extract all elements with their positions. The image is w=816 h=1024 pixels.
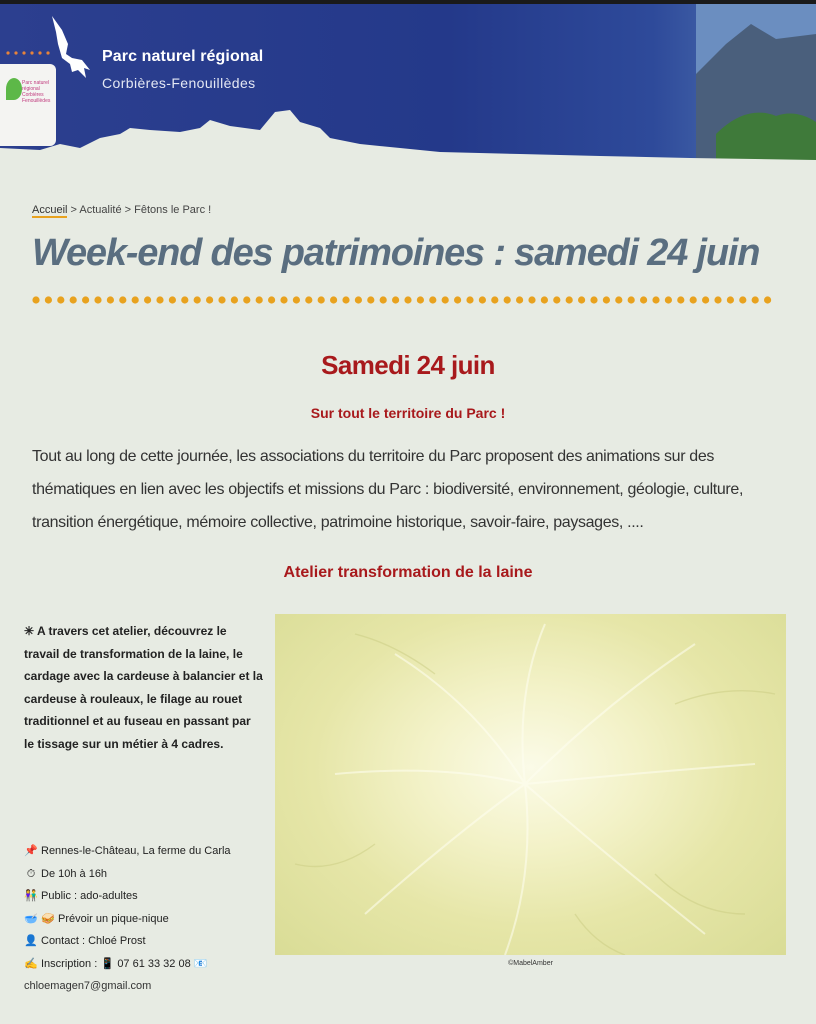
pushpin-icon: 📌: [24, 845, 38, 857]
divider-dot: [132, 296, 139, 303]
divider-dot: [417, 296, 424, 303]
breadcrumb: [32, 204, 211, 216]
mobile-phone-icon: 📱: [100, 957, 115, 970]
contact-icon: 👤: [24, 935, 38, 947]
divider-dot: [652, 296, 659, 303]
divider-dot: [702, 296, 709, 303]
divider-dot: [305, 296, 312, 303]
divider-dot: [45, 296, 52, 303]
divider-dot: [665, 296, 672, 303]
contact-row: [24, 930, 274, 953]
intro-paragraph: Tout au long de cette journée, les associations du territoire du Parc proposent des animations sur des thématiques en lien avec les objectifs et missions du Parc : biodiversité, environnement, géologie, culture, transition énergétique, mémoire collective, patrimoine historique, savoir-faire, paysages, ....: [32, 448, 744, 531]
email-row: [24, 975, 274, 998]
picnic-text: Prévoir un pique-nique: [58, 912, 169, 925]
divider-dot: [107, 296, 114, 303]
divider-dot: [628, 296, 635, 303]
divider-dot: [367, 296, 374, 303]
divider-dot: [442, 296, 449, 303]
email-icon: 📧: [193, 957, 208, 970]
leaf-icon: [6, 78, 22, 100]
divider-dot: [32, 296, 39, 303]
picnic-icon: 🥣: [24, 912, 38, 925]
divider-dot: [714, 296, 721, 303]
divider-dot: [603, 296, 610, 303]
audience-text: Public : ado-adultes: [41, 890, 138, 902]
divider-dot: [231, 296, 238, 303]
date-heading: Samedi 24 juin: [321, 350, 495, 380]
logo-text: Parc naturel régional Corbières Fenouillèdes: [22, 80, 51, 104]
divider-dot: [318, 296, 325, 303]
audience-row: [24, 885, 274, 908]
pencil-icon: ✍: [24, 957, 38, 970]
wool-photo: [275, 614, 786, 955]
divider-dot: [578, 296, 585, 303]
divider-dot: [553, 296, 560, 303]
workshop-heading: Atelier transformation de la laine: [283, 564, 533, 581]
workshop-description: ✳ A travers cet atelier, découvrez le travail de transformation de la laine, le cardage avec la cardeuse à balancier et la cardeuse à rouleaux, le filage au rouet traditionnel et au fuseau en passant par le tissage sur un métier à 4 cadres.: [24, 624, 263, 751]
divider-dot: [268, 296, 275, 303]
divider-dot: [764, 296, 771, 303]
divider-dot: [429, 296, 436, 303]
breadcrumb-current: Fêtons le Parc !: [134, 204, 212, 216]
divider-dot: [94, 296, 101, 303]
divider-dot: [677, 296, 684, 303]
divider-dot: [690, 296, 697, 303]
divider-dot: [566, 296, 573, 303]
page-title: Week-end des patrimoines : samedi 24 juin: [32, 232, 760, 274]
breadcrumb-separator: >: [67, 204, 80, 216]
divider-dot: [479, 296, 486, 303]
divider-dot: [82, 296, 89, 303]
divider-dot: [454, 296, 461, 303]
divider-dot: [404, 296, 411, 303]
breadcrumb-section[interactable]: Actualité: [79, 204, 122, 216]
divider-dot: [256, 296, 263, 303]
workshop-info: [24, 840, 274, 998]
divider-dot: [752, 296, 759, 303]
hours-row: [24, 863, 274, 886]
divider-dot: [194, 296, 201, 303]
breadcrumb-home[interactable]: Accueil: [32, 204, 68, 216]
divider-dot: [739, 296, 746, 303]
divider-dot: [392, 296, 399, 303]
divider-dot: [243, 296, 250, 303]
divider-dot: [528, 296, 535, 303]
inscription-row: [24, 953, 274, 976]
photo-credit: ©MabelAmber: [508, 960, 553, 967]
people-icon: 👫: [24, 890, 38, 902]
divider-dot: [156, 296, 163, 303]
divider-dot: [466, 296, 473, 303]
divider-dot: [169, 296, 176, 303]
divider-dot: [491, 296, 498, 303]
breadcrumb-separator: >: [121, 204, 135, 216]
phone-number[interactable]: 07 61 33 32 08: [117, 957, 191, 970]
divider-dot: [516, 296, 523, 303]
divider-dot: [615, 296, 622, 303]
divider-dot: [727, 296, 734, 303]
divider-dot: [504, 296, 511, 303]
location-text: Rennes-le-Château, La ferme du Carla: [41, 845, 231, 857]
inscription-label: Inscription :: [41, 957, 98, 970]
divider-dot: [181, 296, 188, 303]
divider-dot: [330, 296, 337, 303]
divider-dot: [541, 296, 548, 303]
location-row: [24, 840, 274, 863]
eagle-icon: [48, 14, 94, 84]
divider-dot: [119, 296, 126, 303]
picnic-row: [24, 908, 274, 931]
brand-subtitle[interactable]: Corbières-Fenouillèdes: [102, 75, 256, 91]
site-header: [0, 4, 816, 168]
divider-dot: [342, 296, 349, 303]
brand-title[interactable]: Parc naturel régional: [102, 48, 264, 65]
divider-dot: [280, 296, 287, 303]
bread-icon: 🥪: [41, 912, 55, 925]
contact-text: Contact : Chloé Prost: [41, 935, 146, 947]
divider-dot: [355, 296, 362, 303]
castle-skyline: [0, 108, 816, 168]
dotted-divider: [32, 294, 772, 306]
divider-dot: [590, 296, 597, 303]
wool-texture: [275, 614, 786, 955]
email-link[interactable]: chloemagen7@gmail.com: [24, 980, 152, 992]
divider-dot: [293, 296, 300, 303]
divider-dot: [144, 296, 151, 303]
event-subtitle: Sur tout le territoire du Parc !: [310, 405, 506, 421]
divider-dot: [206, 296, 213, 303]
hours-text: De 10h à 16h: [41, 867, 108, 880]
divider-dot: [218, 296, 225, 303]
divider-dot: [380, 296, 387, 303]
divider-dot: [57, 296, 64, 303]
divider-dot: [70, 296, 77, 303]
divider-dot: [640, 296, 647, 303]
clock-icon: ⏱: [26, 867, 36, 880]
